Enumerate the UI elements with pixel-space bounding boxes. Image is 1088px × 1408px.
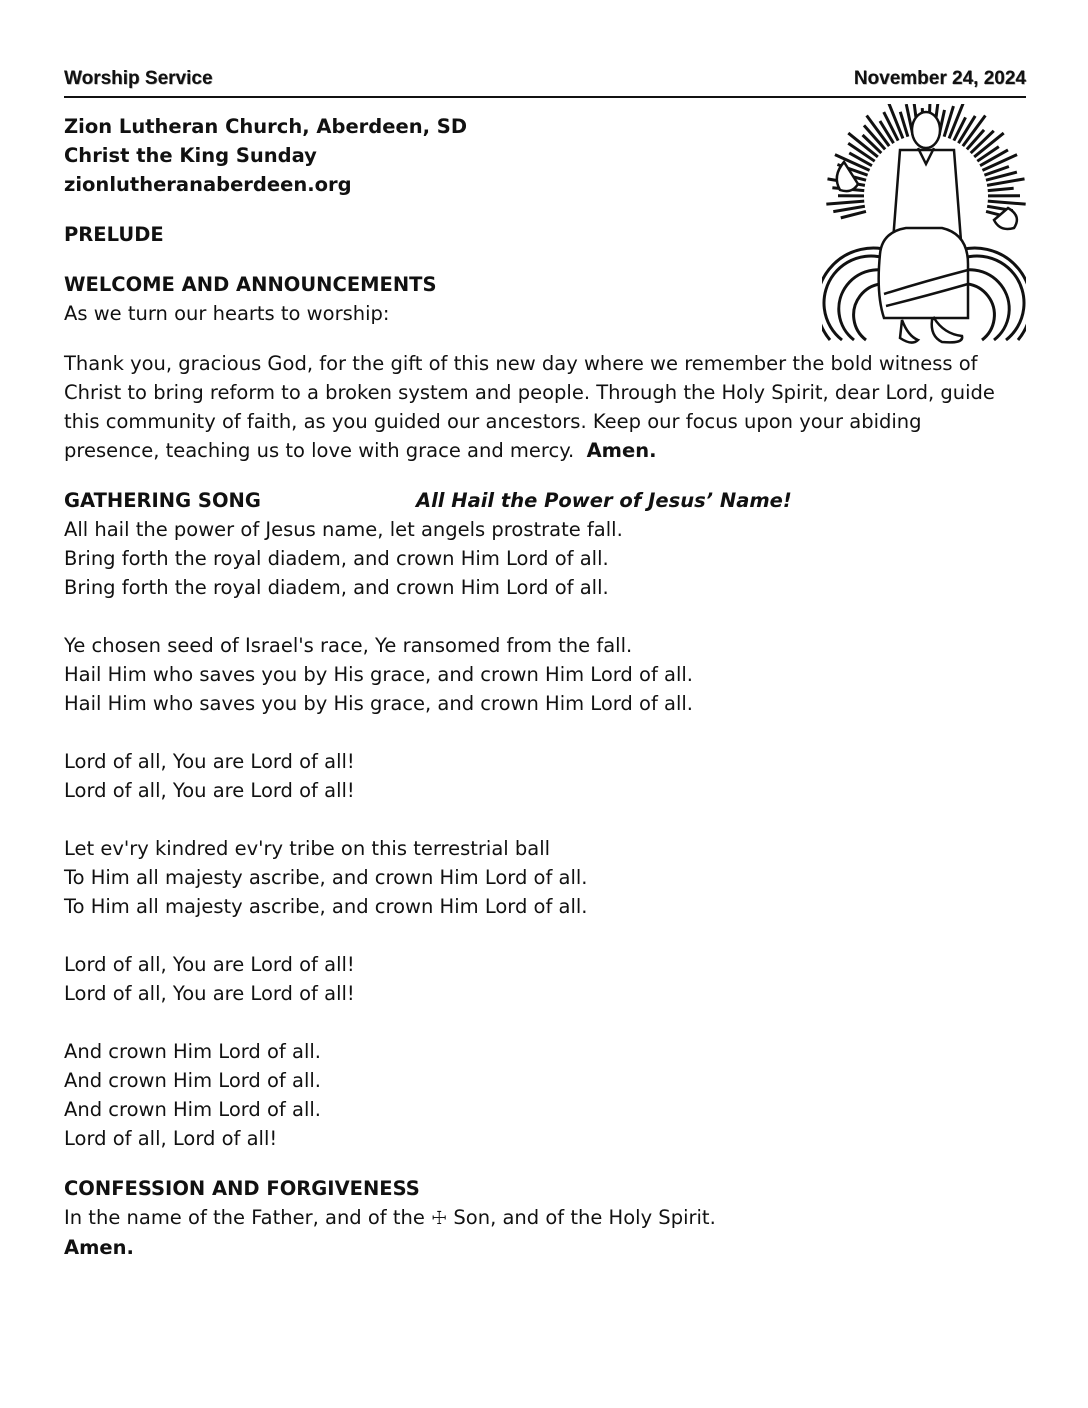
song-line: Ye chosen seed of Israel's race, Ye ransomed from the fall. bbox=[64, 634, 633, 657]
song-line: Lord of all, You are Lord of all! bbox=[64, 982, 355, 1005]
header-title: Worship Service bbox=[64, 68, 213, 89]
confession-text-end: Son, and of the Holy Spirit. bbox=[447, 1206, 716, 1229]
song-line: Lord of all, You are Lord of all! bbox=[64, 750, 355, 773]
song-title: All Hail the Power of Jesus’ Name! bbox=[416, 489, 792, 512]
occasion: Christ the King Sunday bbox=[64, 144, 317, 167]
song-line: Bring forth the royal diadem, and crown Him Lord of all. bbox=[64, 576, 609, 599]
song-line: Bring forth the royal diadem, and crown Him Lord of all. bbox=[64, 547, 609, 570]
song-line: Let ev'ry kindred ev'ry tribe on this terrestrial ball bbox=[64, 837, 551, 860]
cross-icon: ☩ bbox=[431, 1208, 448, 1229]
prayer-line: Christ to bring reform to a broken system and people. Through the Holy Spirit, dear Lord, guide bbox=[64, 381, 995, 404]
song-line: Lord of all, You are Lord of all! bbox=[64, 779, 355, 802]
bulletin-content bbox=[64, 112, 1024, 1262]
song-line: All hail the power of Jesus name, let angels prostrate fall. bbox=[64, 518, 623, 541]
church-name: Zion Lutheran Church, Aberdeen, SD bbox=[64, 115, 468, 138]
song-line: Hail Him who saves you by His grace, and crown Him Lord of all. bbox=[64, 663, 693, 686]
song-line: And crown Him Lord of all. bbox=[64, 1069, 321, 1092]
confession-heading: CONFESSION AND FORGIVENESS bbox=[64, 1177, 420, 1200]
prayer-line: Thank you, gracious God, for the gift of this new day where we remember the bold witness of bbox=[64, 352, 978, 375]
song-line: To Him all majesty ascribe, and crown Him Lord of all. bbox=[64, 895, 588, 918]
song-line: And crown Him Lord of all. bbox=[64, 1098, 321, 1121]
confession-line bbox=[64, 1203, 1024, 1233]
prelude-heading: PRELUDE bbox=[64, 223, 164, 246]
gathering-song-header bbox=[64, 486, 1024, 515]
welcome-heading: WELCOME AND ANNOUNCEMENTS bbox=[64, 273, 437, 296]
welcome-lead: As we turn our hearts to worship: bbox=[64, 302, 390, 325]
song-line: And crown Him Lord of all. bbox=[64, 1040, 321, 1063]
header-date: November 24, 2024 bbox=[853, 68, 1026, 89]
prayer-amen: Amen. bbox=[586, 439, 657, 462]
prayer-line: presence, teaching us to love with grace and mercy. bbox=[64, 439, 575, 462]
website-link[interactable]: zionlutheranaberdeen.org bbox=[64, 173, 352, 196]
song-line: Lord of all, You are Lord of all! bbox=[64, 953, 355, 976]
confession-text-start: In the name of the Father, and of the bbox=[64, 1206, 425, 1229]
song-line: Lord of all, Lord of all! bbox=[64, 1127, 278, 1150]
prayer-line-last bbox=[64, 436, 1024, 465]
gathering-song-heading: GATHERING SONG bbox=[64, 489, 261, 512]
song-line: To Him all majesty ascribe, and crown Him Lord of all. bbox=[64, 866, 588, 889]
confession-amen: Amen. bbox=[64, 1236, 134, 1259]
song-line: Hail Him who saves you by His grace, and crown Him Lord of all. bbox=[64, 692, 693, 715]
page-header bbox=[64, 66, 1026, 98]
prayer-line: this community of faith, as you guided our ancestors. Keep our focus upon your abiding bbox=[64, 410, 922, 433]
